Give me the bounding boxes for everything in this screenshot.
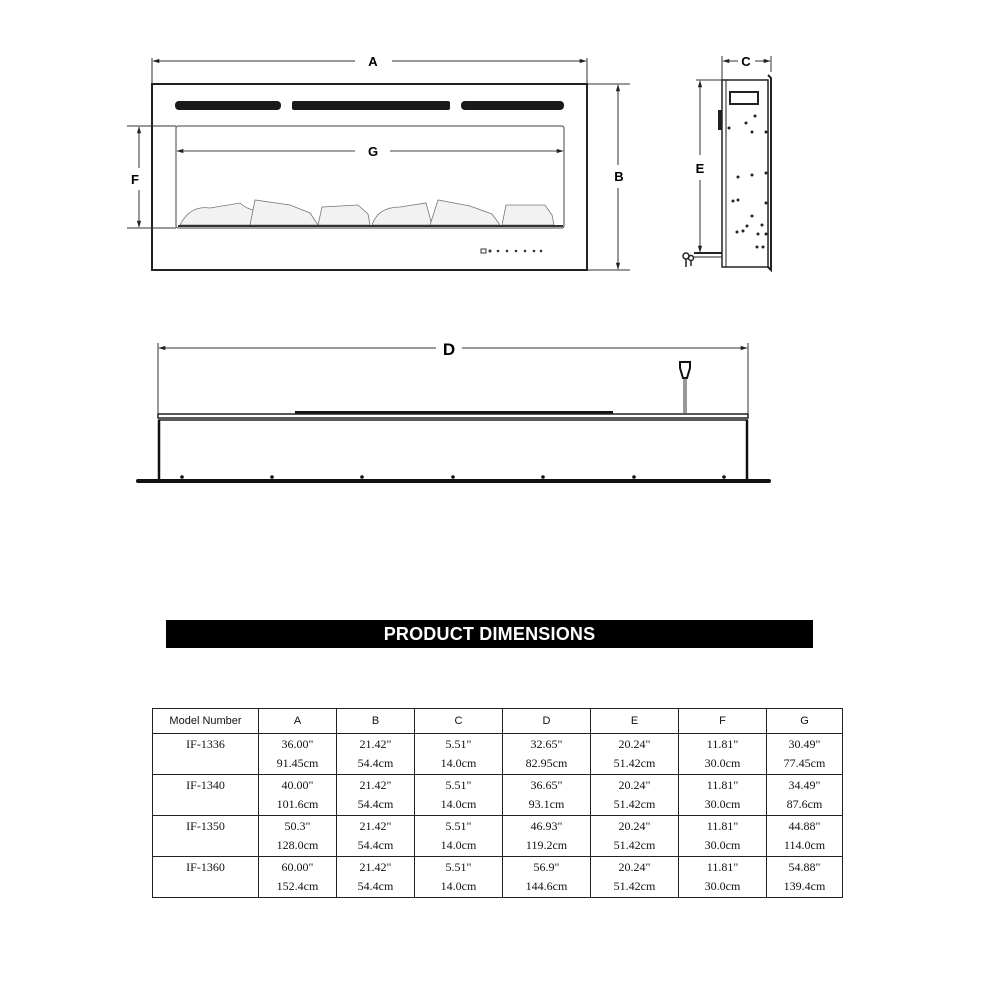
dim-label-f: F [131, 172, 139, 187]
side-view-drawing [683, 54, 771, 270]
dim-label-c: C [741, 54, 751, 69]
dim-label-e: E [695, 161, 705, 176]
cell-g: 30.49" 77.45cm [767, 734, 843, 775]
cell-a: 36.00" 91.45cm [259, 734, 337, 775]
model-cell: IF-1340 [153, 775, 259, 816]
top-view-drawing [0, 330, 1001, 500]
model-cell: IF-1360 [153, 857, 259, 898]
product-dimensions-banner [166, 620, 813, 648]
banner-title: PRODUCT DIMENSIONS [383, 623, 596, 644]
cell-a: 50.3" 128.0cm [259, 816, 337, 857]
table-row [153, 857, 843, 898]
cell-d: 46.93" 119.2cm [503, 816, 591, 857]
cell-d: 56.9" 144.6cm [503, 857, 591, 898]
header-g: G [767, 709, 843, 734]
cell-b: 21.42" 54.4cm [337, 816, 415, 857]
dim-label-a: A [368, 54, 378, 69]
table-header-row [153, 709, 843, 734]
table-row [153, 775, 843, 816]
cell-a: 40.00" 101.6cm [259, 775, 337, 816]
cell-b: 21.42" 54.4cm [337, 734, 415, 775]
cell-e: 20.24" 51.42cm [591, 734, 679, 775]
table-row [153, 816, 843, 857]
cell-a: 60.00" 152.4cm [259, 857, 337, 898]
cell-f: 11.81" 30.0cm [679, 816, 767, 857]
header-f: F [679, 709, 767, 734]
cell-e: 20.24" 51.42cm [591, 857, 679, 898]
dim-label-b: B [614, 169, 624, 184]
cell-g: 44.88" 114.0cm [767, 816, 843, 857]
cell-g: 54.88" 139.4cm [767, 857, 843, 898]
header-e: E [591, 709, 679, 734]
cell-c: 5.51" 14.0cm [415, 816, 503, 857]
cell-f: 11.81" 30.0cm [679, 775, 767, 816]
cell-c: 5.51" 14.0cm [415, 857, 503, 898]
header-b: B [337, 709, 415, 734]
cell-g: 34.49" 87.6cm [767, 775, 843, 816]
model-cell: IF-1336 [153, 734, 259, 775]
dim-label-d: D [442, 340, 456, 359]
header-c: C [415, 709, 503, 734]
model-cell: IF-1350 [153, 816, 259, 857]
header-d: D [503, 709, 591, 734]
cell-b: 21.42" 54.4cm [337, 857, 415, 898]
front-view-drawing [0, 0, 1001, 300]
cell-e: 20.24" 51.42cm [591, 816, 679, 857]
header-a: A [259, 709, 337, 734]
cell-c: 5.51" 14.0cm [415, 734, 503, 775]
cell-b: 21.42" 54.4cm [337, 775, 415, 816]
cell-d: 36.65" 93.1cm [503, 775, 591, 816]
dimensions-table [152, 708, 843, 898]
dim-label-g: G [367, 144, 379, 159]
cell-d: 32.65" 82.95cm [503, 734, 591, 775]
cell-f: 11.81" 30.0cm [679, 734, 767, 775]
cell-e: 20.24" 51.42cm [591, 775, 679, 816]
cell-c: 5.51" 14.0cm [415, 775, 503, 816]
cell-f: 11.81" 30.0cm [679, 857, 767, 898]
header-model-number: Model Number [153, 709, 259, 734]
table-row [153, 734, 843, 775]
